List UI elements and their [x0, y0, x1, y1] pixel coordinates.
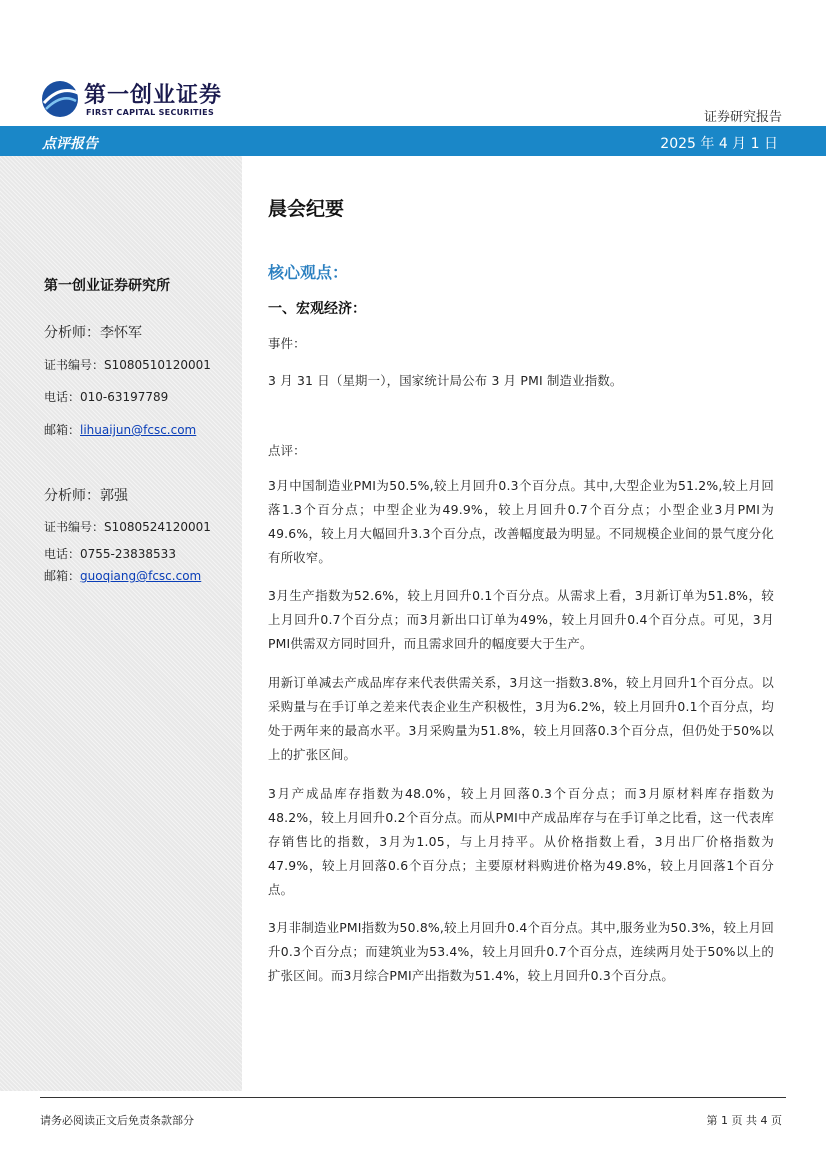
paragraph: 3月中国制造业PMI为50.5%,较上月回升0.3个百分点。其中,大型企业为51.2%,较上月回落1.3个百分点；中型企业为49.9%，较上月回升0.7个百分点；小型企业3月PMI为49.6%，较上月大幅回升3.3个百分点，改善幅度最为明显。不同规模企业间的景气度分化有所收窄。 [268, 478, 774, 565]
analyst-email-link[interactable]: guoqiang@fcsc.com [80, 569, 202, 583]
sidebar-panel [0, 156, 242, 1091]
page-title: 晨会纪要 [268, 198, 345, 220]
logo-text-en: FIRST CAPITAL SECURITIES [86, 108, 215, 117]
header-band [0, 128, 826, 156]
email-label: 邮箱： [44, 569, 81, 583]
paragraph: 3月生产指数为52.6%，较上月回升0.1个百分点。从需求上看，3月新订单为51.8%，较上月回升0.7个百分点；而3月新出口订单为49%，较上月回升0.4个百分点。可见，3月PMI供需双方同时回升，而且需求回升的幅度要大于生产。 [268, 588, 774, 651]
report-type: 证券研究报告 [703, 110, 782, 125]
sidebar-institution: 第一创业证券研究所 [44, 278, 170, 294]
comment-label: 点评： [268, 443, 306, 458]
analyst-cert: 证书编号：S1080510120001 [44, 358, 211, 372]
paragraph: 用新订单减去产成品库存来代表供需关系，3月这一指数3.8%，较上月回升1个百分点。以采购量与在手订单之差来代表企业生产积极性，3月为6.2%，较上月回升0.1个百分点，均处于两年来的最高水平。3月采购量为51.8%，较上月回落0.3个百分点，但仍处于50%以上的扩张区间。 [268, 675, 774, 762]
report-category: 点评报告 [42, 136, 98, 152]
report-date: 2025 年 4 月 1 日 [660, 136, 778, 152]
page-number: 第 1 页 共 4 页 [706, 1114, 782, 1127]
email-label: 邮箱： [44, 423, 81, 437]
analyst-cert: 证书编号：S1080524120001 [44, 520, 211, 534]
analyst-email-row [44, 567, 201, 584]
logo-text-cn: 第一创业证券 [84, 82, 223, 108]
analyst-phone: 电话：0755-23838533 [44, 547, 176, 561]
event-label: 事件： [268, 336, 306, 351]
footer-disclaimer: 请务必阅读正文后免责条款部分 [40, 1114, 194, 1127]
core-heading: 核心观点： [268, 263, 349, 282]
event-text: 3 月 31 日（星期一），国家统计局公布 3 月 PMI 制造业指数。 [268, 373, 623, 388]
company-logo [40, 76, 240, 124]
paragraph: 3月非制造业PMI指数为50.8%,较上月回升0.4个百分点。其中,服务业为50.3%，较上月回升0.3个百分点；而建筑业为53.4%，较上月回升0.7个百分点，连续两月处于50%以上的扩张区间。而3月综合PMI产出指数为51.4%，较上月回升0.3个百分点。 [268, 920, 774, 983]
analyst-name: 分析师：李怀军 [44, 325, 142, 341]
analyst-phone: 电话：010-63197789 [44, 390, 169, 404]
analyst-name: 分析师：郭强 [44, 488, 128, 504]
analyst-email-row [44, 421, 196, 438]
analyst-email-link[interactable]: lihuaijun@fcsc.com [80, 423, 197, 437]
footer-rule [40, 1097, 786, 1098]
paragraph: 3月产成品库存指数为48.0%，较上月回落0.3个百分点；而3月原材料库存指数为48.2%，较上月回升0.2个百分点。而从PMI中产成品库存与在手订单之比看，这一代表库存销售比的指数，3月为1.05，与上月持平。从价格指数上看，3月出厂价格指数为47.9%，较上月回落0.6个百分点；主要原材料购进价格为49.8%，较上月回落1个百分点。 [268, 786, 774, 897]
globe-logo-icon [40, 79, 80, 119]
section-heading: 一、宏观经济： [268, 301, 366, 317]
